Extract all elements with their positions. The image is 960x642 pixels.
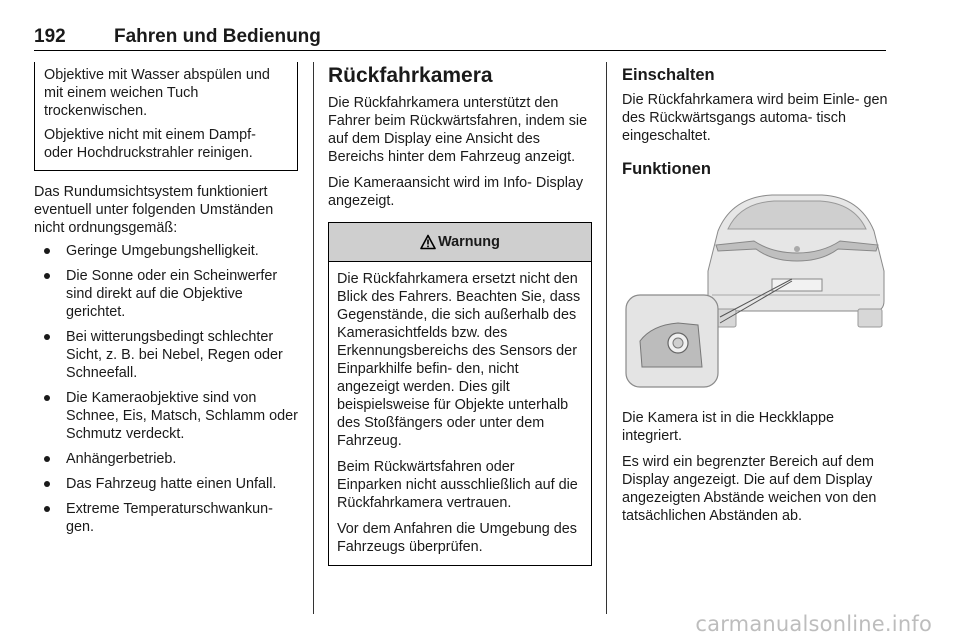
warning-header (329, 223, 591, 262)
warning-paragraph: Die Rückfahrkamera ersetzt nicht den Blick des Fahrers. Beachten Sie, dass Gegenstände, die sich außerhalb des Kamerasichtfelds bzw. des Erkennungsbereichs des Sensors der Einparkhilfe befin- den, nicht angezeigt werden. Dies gilt beispielsweise für Objekte unterhalb des Stoßfängers oder unter dem Fahrzeug. (337, 271, 581, 449)
box-paragraph: Objektive mit Wasser abspülen und mit einem weichen Tuch trockenwischen. (44, 67, 270, 119)
column-right (622, 62, 888, 525)
warning-title: Warnung (438, 234, 500, 250)
list-item: Das Fahrzeug hatte einen Unfall. (34, 475, 298, 493)
column-divider (606, 62, 607, 614)
warning-paragraph: Vor dem Anfahren die Umgebung des Fahrzeugs überprüfen. (337, 521, 578, 555)
list-item: Bei witterungsbedingt schlechter Sicht, z. B. bei Nebel, Regen oder Schneefall. (34, 328, 298, 382)
subheading-einschalten: Einschalten (622, 66, 715, 84)
subheading-funktionen: Funktionen (622, 160, 711, 178)
warning-box (328, 222, 592, 566)
list-item: Extreme Temperaturschwankun- gen. (34, 500, 298, 536)
page-number: 192 (34, 26, 66, 47)
paragraph: Es wird ein begrenzter Bereich auf dem Display angezeigt. Die auf dem Display angezeigten Abstände weichen von den tatsächlichen Abständen ab. (622, 454, 877, 524)
paragraph: Die Rückfahrkamera wird beim Einle- gen des Rückwärtsgangs automa- tisch eingeschaltet. (622, 92, 888, 144)
box-paragraph: Objektive nicht mit einem Dampf- oder Hochdruckstrahler reinigen. (44, 127, 256, 161)
list-item: Anhängerbetrieb. (34, 450, 298, 468)
column-left (34, 62, 298, 543)
paragraph: Die Kamera ist in die Heckklappe integriert. (622, 410, 834, 444)
page-header (34, 27, 886, 51)
car-rear-drawing (622, 191, 888, 391)
rear-camera-illustration (622, 191, 888, 391)
cleaning-note-box (34, 62, 298, 171)
list-item: Die Kameraobjektive sind von Schnee, Eis, Matsch, Schlamm oder Schmutz verdeckt. (34, 389, 298, 443)
paragraph: Die Kameraansicht wird im Info- Display angezeigt. (328, 175, 584, 209)
list-item: Geringe Umgebungshelligkeit. (34, 242, 298, 260)
warning-paragraph: Beim Rückwärtsfahren oder Einparken nicht ausschließlich auf die Rückfahrkamera vertrauen. (337, 459, 578, 511)
column-divider (313, 62, 314, 614)
conditions-list (34, 242, 298, 536)
warning-body (329, 262, 591, 565)
section-heading: Rückfahrkamera (328, 64, 493, 87)
watermark: carmanualsonline.info (695, 612, 932, 636)
warning-triangle-icon (420, 234, 436, 250)
list-item: Die Sonne oder ein Scheinwerfer sind direkt auf die Objektive gerichtet. (34, 267, 298, 321)
paragraph: Die Rückfahrkamera unterstützt den Fahrer beim Rückwärtsfahren, indem sie auf dem Display eine Ansicht des Bereichs hinter dem Fahrzeug anzeigt. (328, 95, 588, 165)
column-middle (328, 62, 592, 566)
chapter-title: Fahren und Bedienung (114, 26, 321, 47)
intro-text: Das Rundumsichtsystem funktioniert eventuell unter folgenden Umständen nicht ordnungsgemäß: (34, 184, 274, 236)
